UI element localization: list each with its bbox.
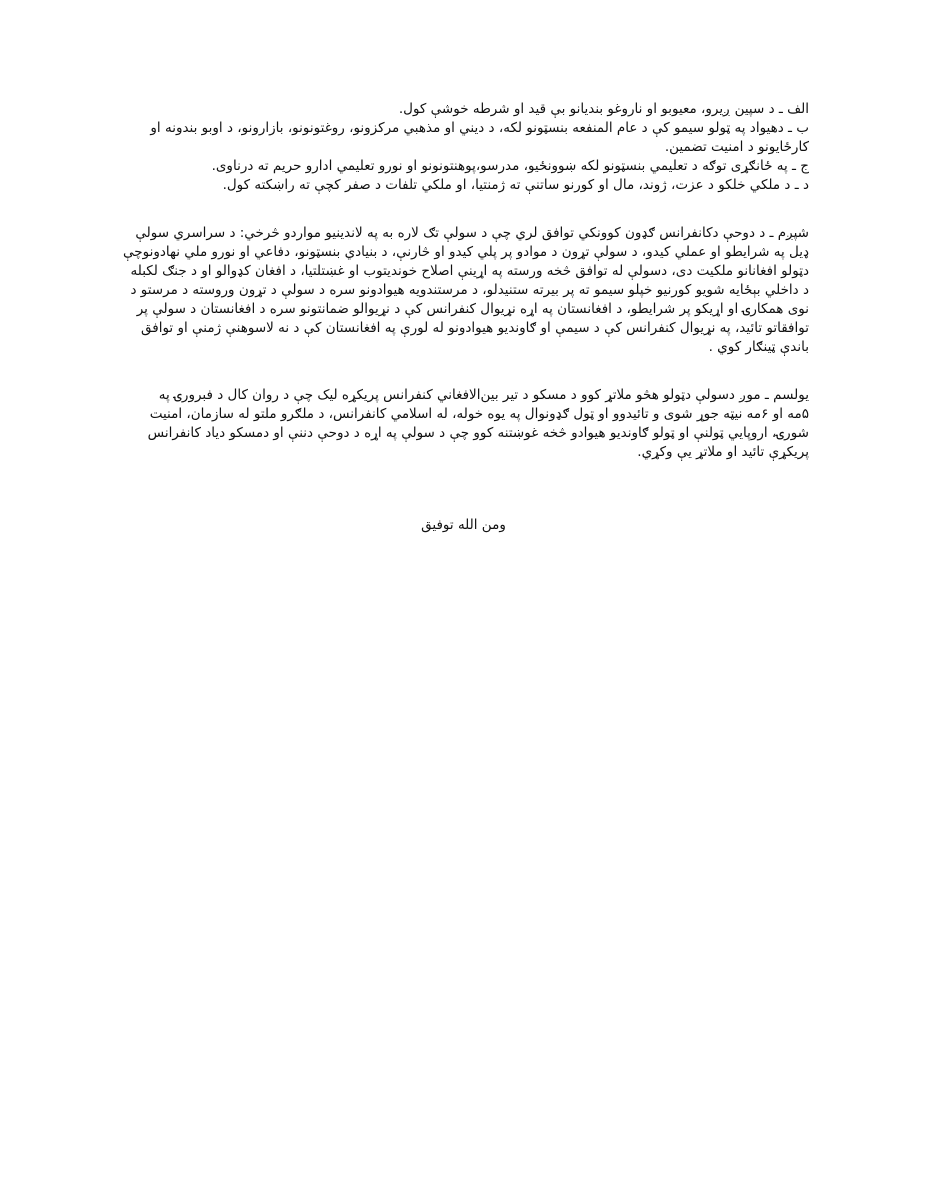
list-item-dal: د ـ د ملکي خلکو د عزت، ژوند، مال او کورنو ساتنې ته ژمنتیا، او ملکي تلفات د صفر کچې ته راښکته کول. [222, 177, 809, 193]
conditions-list [106, 100, 809, 195]
document-body [106, 100, 809, 462]
paragraph-eleventh [106, 386, 809, 462]
list-item-be: ب ـ دهیواد په ټولو سیمو کې د عام المنفعه بنسټونو لکه، د دیني او مذهبي مرکزونو، روغتونونو، بازارونو، د اوبو بندونه او [150, 120, 809, 136]
paragraph-line: توافقاتو تائید، په نړیوال کنفرانس کې د سیمې او ګاوندیو هیوادونو له لورې په افغانستان کې د نه لاسوهنې ژمنې او توافق [141, 320, 809, 336]
paragraph-line: ۵مه او ۶مه نیټه جوړ شوی و تائیدوو او ټول ګډونوال په یوه خوله، له اسلامي کانفرانس، د ملګرو ملتو له سازمان، امنیت [149, 406, 809, 422]
paragraph-line: ډیل په شرایطو او عملي کیدو، د سولې تړون د موادو پر پلي کیدو او څارنې، د بنیادي بنسټونو، دفاعي او نورو ملي نهادونوچې [123, 244, 809, 260]
list-item-jim: ج ـ په ځانګړی توګه د تعلیمي بنسټونو لکه ښوونځیو، مدرسو،پوهنتونونو او نورو تعلیمي ادارو حریم ته درناوی. [211, 158, 809, 174]
list-item-be-continued: کارځایونو د امنیت تضمین. [664, 139, 809, 155]
list-item-alif: الف ـ د سپین ږیرو، معیوبو او ناروغو بندیانو بې قید او شرطه خوشې کول. [398, 101, 809, 117]
paragraph-line: شورۍ، اروپایي ټولنې او ټولو ګاوندیو هیوادو څخه غوښتنه کوو چې د سولې په اړه د دوحې دننې او دمسکو دیاد کانفرانس [147, 425, 809, 441]
closing-line: ومن الله توفیق [421, 517, 506, 533]
paragraph-sixth [106, 224, 809, 357]
paragraph-line: نوی همکارۍ او اړیکو پر شرایطو، د افغانستان په اړه نړیوال کنفرانس کې د نړیوالو ضمانتونو سره د افغانستان د سولې پر [136, 301, 809, 317]
paragraph-spacer [106, 357, 809, 386]
paragraph-line: دټولو افغانانو ملکیت دی، دسولې له توافق څخه ورسته په اړینې اصلاح خوندیتوب او غښتلتیا، د افغان کډوالو او د جنګ لکبله [130, 263, 809, 279]
paragraph-spacer [106, 195, 809, 224]
paragraph-line: د داخلي بېځایه شویو کورنیو خپلو سیمو ته پر بیرته ستنیدلو، د مرستندویه هیوادونو سره د سولې د تړون وروسته د مرستو د [130, 282, 809, 298]
paragraph-line: یولسم ـ موږ دسولې دټولو هڅو ملاتړ کوو د مسکو د تیر بین‌الافغاني کنفرانس پریکړه لیک چې د روان کال د فبرورۍ په [158, 387, 809, 403]
paragraph-line: پریکړې تائید او ملاتړ یې وکړي. [637, 444, 809, 460]
paragraph-line: باندې ټینګار کوي . [708, 339, 809, 355]
paragraph-line: شپږم ـ د دوحې دکانفرانس ګډون کوونکي توافق لري چې د سولې تګ لاره به په لاندینیو مواردو څرخي: د سراسري سولې [135, 225, 809, 241]
